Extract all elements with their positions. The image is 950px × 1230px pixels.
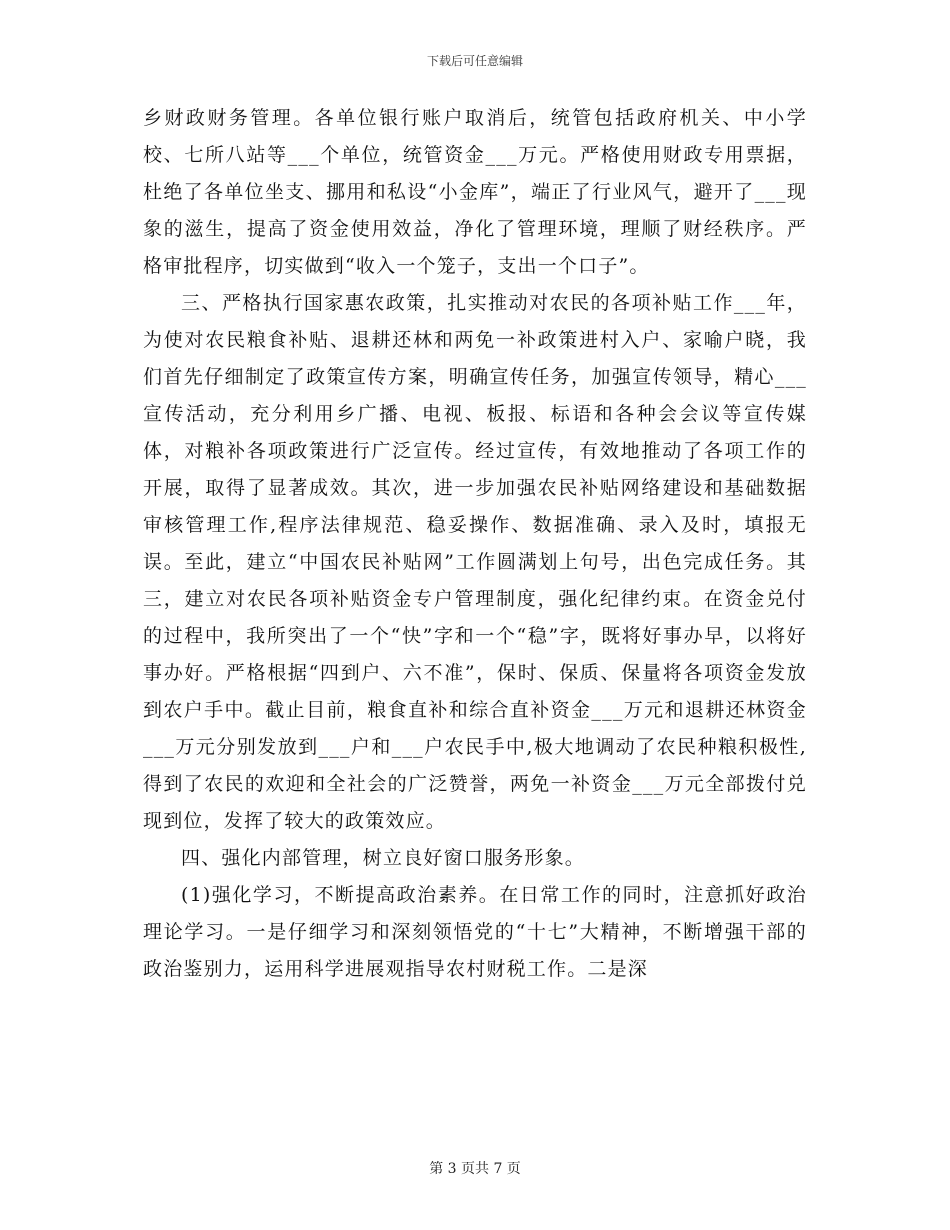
paragraph-continuation: 乡财政财务管理。各单位银行账户取消后，统管包括政府机关、中小学校、七所八站等___个单位，统管资金___万元。严格使用财政专用票据，杜绝了各单位坐支、挪用和私设“小金库”，端正了行业风气，避开了___现象的滋生，提高了资金使用效益，净化了管理环境，理顺了财经秩序。严格审批程序，切实做到“收入一个笼子，支出一个口子”。 xyxy=(143,107,807,277)
paragraph-section-three: 三、严格执行国家惠农政策，扎实推动对农民的各项补贴工作___年，为使对农民粮食补贴、退耕还林和两免一补政策进村入户、家喻户晓，我们首先仔细制定了政策宣传方案，明确宣传任务，加强宣传领导，精心___宣传活动，充分利用乡广播、电视、板报、标语和各种会会议等宣传媒体，对粮补各项政策进行广泛宣传。经过宣传，有效地推动了各项工作的开展，取得了显著成效。其次，进一步加强农民补贴网络建设和基础数据审核管理工作,程序法律规范、稳妥操作、数据准确、录入及时，填报无误。至此，建立“中国农民补贴网”工作圆满划上句号，出色完成任务。其三，建立对农民各项补贴资金专户管理制度，强化纪律约束。在资金兑付的过程中，我所突出了一个“快”字和一个“稳”字，既将好事办早，以将好事办好。严格根据“四到户、六不准”，保时、保质、保量将各项资金发放到农户手中。截止目前，粮食直补和综合直补资金___万元和退耕还林资金___万元分别发放到___户和___户农民手中,极大地调动了农民种粮积极性,得到了农民的欢迎和全社会的广泛赞誉，两免一补资金___万元全部拨付兑现到位，发挥了较大的政策效应。 xyxy=(143,292,807,832)
heading-section-four: 四、强化内部管理，树立良好窗口服务形象。 xyxy=(181,847,586,869)
page-footer: 第 3 页共 7 页 xyxy=(429,1161,521,1177)
document-body xyxy=(143,100,807,988)
page-header: 下载后可任意编辑 xyxy=(426,54,523,68)
paragraph-section-four-item-one: (1)强化学习，不断提高政治素养。在日常工作的同时，注意抓好政治理论学习。一是仔细学习和深刻领悟党的“十七”大精神，不断增强干部的政治鉴别力，运用科学进展观指导农村财税工作。二是深 xyxy=(143,884,807,980)
